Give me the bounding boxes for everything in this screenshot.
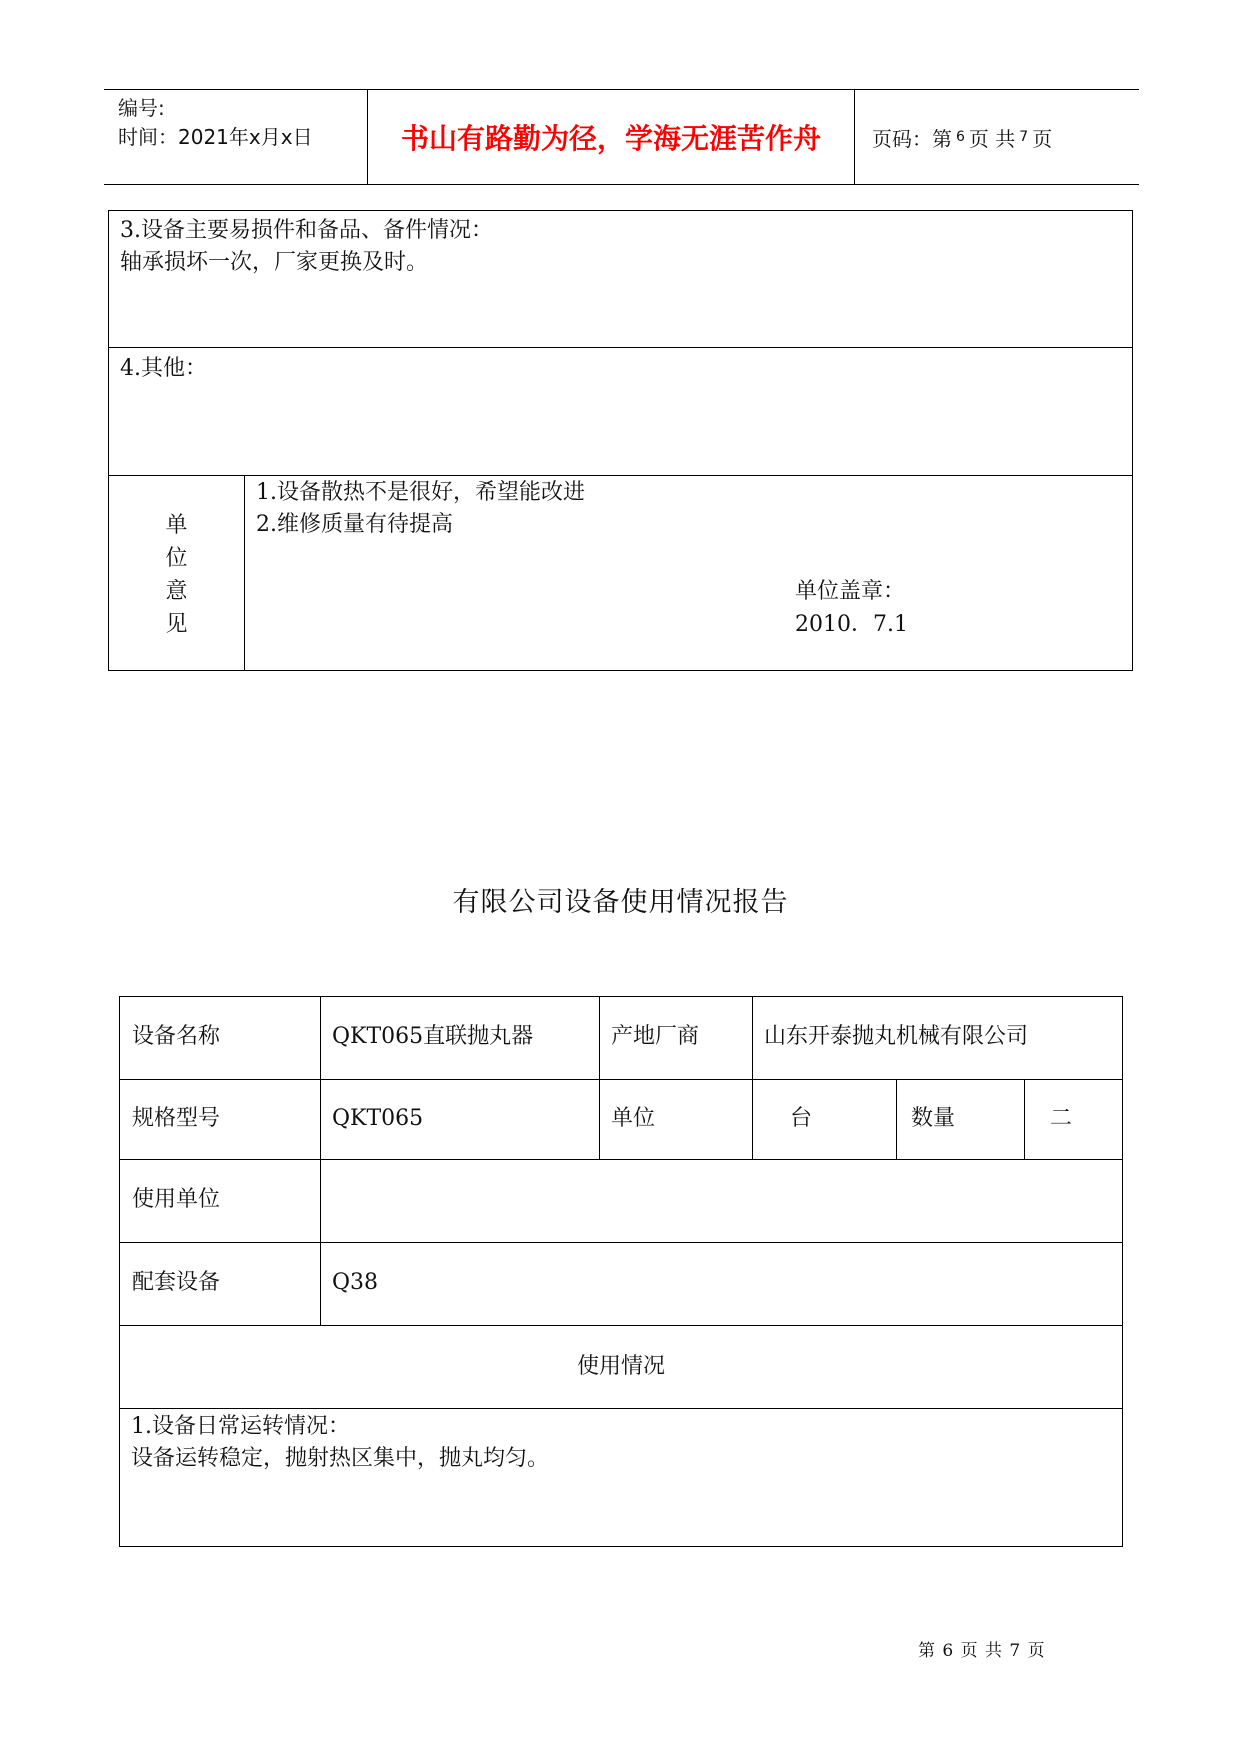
row-divider <box>109 347 1132 348</box>
accessory-value: Q38 <box>332 1270 379 1295</box>
time-label: 时间：2021年x月x日 <box>118 125 313 149</box>
opinion-label-char: 见 <box>165 612 188 637</box>
usage1-text: 设备运转稳定，抛射热区集中，抛丸均匀。 <box>131 1446 550 1471</box>
stamp-block <box>795 575 908 641</box>
origin-label: 产地厂商 <box>611 1024 700 1049</box>
qty-label: 数量 <box>911 1106 956 1131</box>
col-divider <box>599 997 600 1159</box>
origin-value: 山东开泰抛丸机械有限公司 <box>764 1024 1029 1049</box>
upper-table <box>108 210 1133 671</box>
row-divider <box>120 1408 1122 1409</box>
header-divider <box>854 90 855 184</box>
stamp-label: 单位盖章： <box>795 579 906 604</box>
opinion-text <box>256 477 585 541</box>
device-name-value: QKT065直联抛丸器 <box>332 1024 534 1049</box>
page-prefix: 页码：第 <box>872 126 952 151</box>
section4-title: 4.其他： <box>120 356 207 381</box>
opinion-label <box>109 509 244 641</box>
row-divider <box>120 1325 1122 1326</box>
stamp-date: 2010．7.1 <box>795 612 908 637</box>
page-header <box>104 89 1139 185</box>
model-value: QKT065 <box>332 1106 424 1131</box>
usage-header: 使用情况 <box>576 1354 665 1379</box>
page-mid: 页 共 <box>968 126 1016 151</box>
col-divider <box>244 475 245 670</box>
section3-text: 轴承损坏一次，厂家更换及时。 <box>120 250 429 275</box>
accessory-label: 配套设备 <box>132 1270 221 1295</box>
row-divider <box>120 1079 1122 1080</box>
section3 <box>120 215 493 279</box>
row-divider <box>109 475 1132 476</box>
user-unit-label: 使用单位 <box>132 1187 221 1212</box>
opinion-label-char: 位 <box>165 546 188 571</box>
usage-section-1 <box>131 1411 549 1475</box>
section3-title: 3.设备主要易损件和备品、备件情况： <box>120 218 493 243</box>
opinion-label-char: 意 <box>165 579 188 604</box>
page-footer: 第 6 页 共 7 页 <box>918 1641 1046 1661</box>
page-total: 7 <box>1019 129 1029 145</box>
header-motto: 书山有路勤为径，学海无涯苦作舟 <box>400 122 821 155</box>
report-table <box>119 996 1123 1547</box>
col-divider <box>896 1079 897 1159</box>
header-page-number <box>872 90 1052 184</box>
serial-number-label: 编号: <box>118 96 165 120</box>
unit-label: 单位 <box>611 1106 656 1131</box>
page-current: 6 <box>956 129 965 145</box>
row-divider <box>120 1242 1122 1243</box>
opinion-line-1: 1.设备散热不是很好，希望能改进 <box>256 480 585 505</box>
page-suffix: 页 <box>1032 126 1053 151</box>
col-divider <box>752 997 753 1159</box>
qty-value: 二 <box>1050 1106 1073 1131</box>
col-divider <box>1024 1079 1025 1159</box>
row-divider <box>120 1159 1122 1160</box>
opinion-label-char: 单 <box>165 513 188 538</box>
report-title: 有限公司设备使用情况报告 <box>452 887 789 918</box>
usage1-title: 1.设备日常运转情况： <box>131 1414 350 1439</box>
model-label: 规格型号 <box>132 1106 221 1131</box>
col-divider <box>320 997 321 1325</box>
opinion-line-2: 2.维修质量有待提高 <box>256 512 453 537</box>
header-meta <box>118 94 313 152</box>
unit-value: 台 <box>790 1106 813 1131</box>
device-name-label: 设备名称 <box>132 1024 221 1049</box>
